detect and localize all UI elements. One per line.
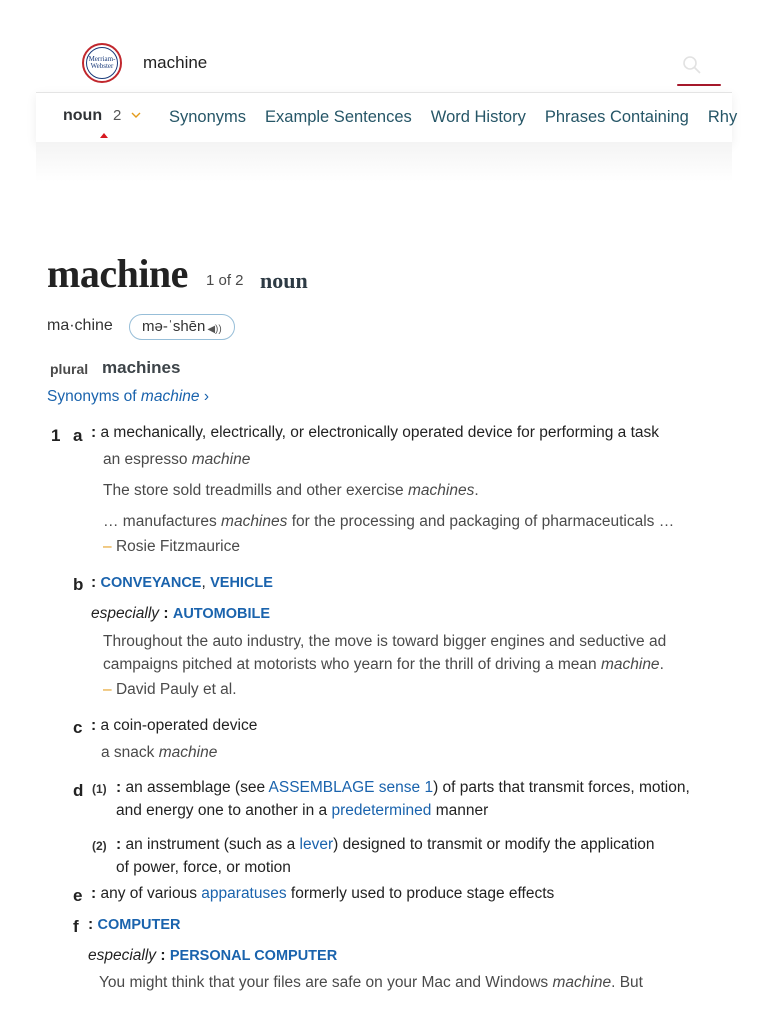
link-apparatuses[interactable]: apparatuses	[201, 885, 287, 902]
sense-d-sub1-label: (1)	[92, 782, 107, 796]
sense-f-definition: : COMPUTER	[88, 916, 181, 933]
sense-b-attribution: – David Pauly et al.	[103, 681, 237, 698]
sense-d2-definition: : an instrument (such as a lever) designed to transmit or modify the application	[116, 836, 655, 853]
logo-text: Merriam- Webster	[86, 47, 118, 79]
search-underline	[677, 84, 721, 86]
xref-vehicle[interactable]: VEHICLE	[210, 575, 273, 591]
sense-d1-definition-line2: and energy one to another in a predetermined manner	[116, 802, 489, 819]
sense-f-example: You might think that your files are safe on your Mac and Windows machine. But	[99, 974, 643, 991]
sense-a-example-3: … manufactures machines for the processing and packaging of pharmaceuticals …	[103, 513, 675, 530]
link-lever[interactable]: lever	[299, 836, 334, 853]
xref-automobile[interactable]: AUTOMOBILE	[172, 606, 271, 622]
sense-b-definition: : CONVEYANCE, VEHICLE	[91, 574, 273, 591]
sense-d2-definition-line2: of power, force, or motion	[116, 859, 291, 876]
syllables: ma·chine	[47, 317, 113, 334]
sense-b-example-line1: Throughout the auto industry, the move is toward bigger engines and seductive ad	[103, 633, 667, 650]
part-of-speech[interactable]: noun	[260, 268, 308, 293]
nav-shadow	[36, 142, 732, 182]
site-header	[0, 0, 768, 92]
sense-b-especially: especially : AUTOMOBILE	[91, 605, 271, 622]
pronunciation-button[interactable]	[129, 314, 235, 340]
synonyms-link[interactable]: Synonyms of machine ›	[47, 388, 209, 405]
sense-letter-f: f	[73, 917, 79, 936]
chevron-down-icon[interactable]	[130, 109, 142, 121]
speaker-icon: ◀))	[207, 324, 222, 335]
nav-link-synonyms[interactable]: Synonyms	[169, 108, 247, 126]
chevron-right-icon: ›	[203, 388, 209, 405]
entry-nav-bar	[36, 92, 738, 143]
search-icon[interactable]	[682, 55, 702, 75]
sense-letter-c: c	[73, 718, 83, 737]
link-predetermined[interactable]: predetermined	[331, 802, 432, 819]
link-assemblage-sense-1[interactable]: ASSEMBLAGE sense 1	[268, 779, 434, 796]
sense-e-definition: : any of various apparatuses formerly used to produce stage effects	[91, 885, 555, 902]
sense-c-example: a snack machine	[101, 744, 218, 761]
nav-links	[169, 108, 756, 127]
sense-a-example-2: The store sold treadmills and other exercise machines.	[103, 482, 479, 499]
sense-d1-definition: : an assemblage (see ASSEMBLAGE sense 1) of parts that transmit forces, motion,	[116, 779, 690, 796]
sense-number: 1	[51, 426, 61, 445]
search-input[interactable]: machine	[143, 53, 208, 72]
nav-link-word-history[interactable]: Word History	[430, 108, 526, 126]
xref-conveyance[interactable]: CONVEYANCE	[100, 575, 202, 591]
plural-label: plural	[50, 361, 89, 377]
nav-link-example-sentences[interactable]: Example Sentences	[265, 108, 412, 126]
sense-letter-e: e	[73, 886, 83, 905]
sense-letter-a: a	[73, 426, 83, 445]
xref-computer[interactable]: COMPUTER	[97, 917, 181, 933]
sense-c-definition: : a coin-operated device	[91, 717, 258, 734]
sense-a-attribution: – Rosie Fitzmaurice	[103, 538, 240, 555]
sense-f-especially: especially : PERSONAL COMPUTER	[88, 947, 338, 964]
sense-b-example-line2: campaigns pitched at motorists who yearn for the thrill of driving a mean machine.	[103, 656, 664, 673]
sense-a-example-1: an espresso machine	[103, 451, 251, 468]
merriam-webster-logo[interactable]	[82, 43, 122, 83]
sense-a-definition: : a mechanically, electrically, or electronically operated device for performing a task	[91, 424, 660, 441]
nav-tab-noun[interactable]: noun	[63, 107, 103, 124]
nav-entry-count[interactable]: 2	[113, 107, 122, 124]
xref-personal-computer[interactable]: PERSONAL COMPUTER	[169, 948, 338, 964]
headword: machine	[47, 251, 188, 296]
active-indicator	[100, 133, 108, 138]
pronunciation-text: mə-ˈshēn	[142, 318, 206, 335]
sense-letter-b: b	[73, 575, 84, 594]
sense-d-sub2-label: (2)	[92, 839, 107, 853]
entry-number: 1 of 2	[206, 272, 244, 289]
plural-value: machines	[102, 358, 181, 377]
nav-link-rhymes[interactable]: Rhy	[707, 108, 738, 126]
nav-link-phrases-containing[interactable]: Phrases Containing	[544, 108, 689, 126]
sense-letter-d: d	[73, 781, 84, 800]
